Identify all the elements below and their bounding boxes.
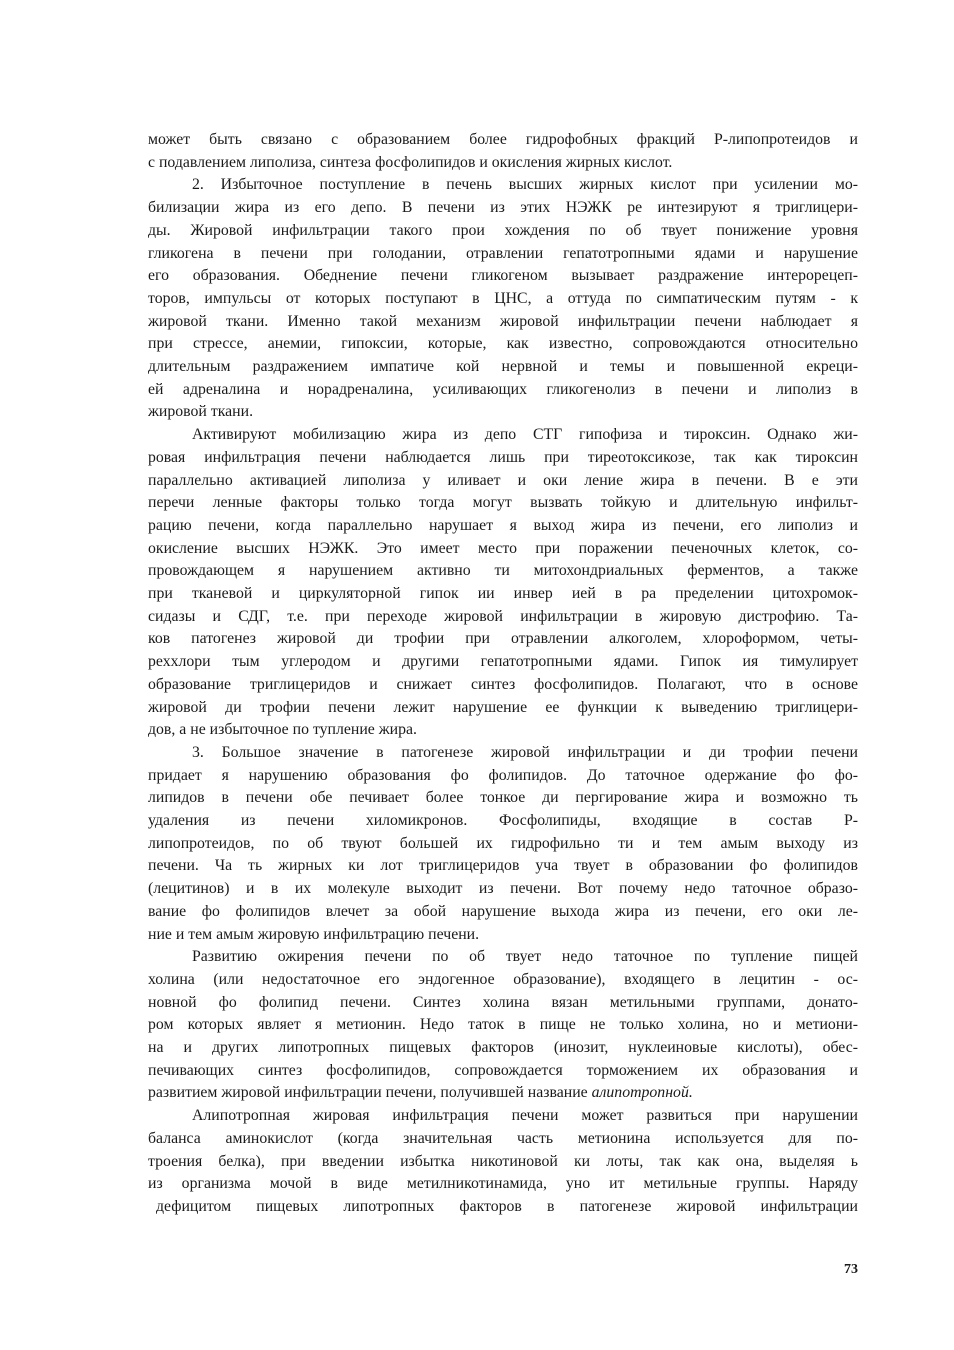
text-line: липидов в печени обе печивает более тонкое ди пергирование жира и возможно ть xyxy=(148,789,858,807)
text-line: образование триглицеридов и снижает синтез фосфолипидов. Полагают, что в основе xyxy=(148,675,858,693)
text-line: параллельно активацией липолиза у иливает и оки ление жира в печени. В е эти xyxy=(148,471,858,489)
text-line: торов, импульсы от которых поступают в ЦНС, а оттуда по симпатическим путям - к xyxy=(148,289,858,307)
text-line: может быть связано с образованием более гидрофобных фракций Р-липопротеидов и xyxy=(148,131,858,148)
text-line: при тканевой и циркуляторной гипок ии инвер ией в ра пределении цитохромок- xyxy=(148,585,858,602)
text-line: вание фо фолипидов влечет за обой нарушение выхода жира из печени, его оки ле- xyxy=(148,902,858,920)
text-line: придает я нарушению образования фо фолипидов. До таточное одержание фо фо- xyxy=(148,766,858,784)
text-line: сидазы и СДГ, т.е. при переходе жировой инфильтрации в жировую дистрофию. Та- xyxy=(148,607,858,625)
text-line: (лецитинов) и в их молекуле выходит из печени. Вот почему недо таточное образо- xyxy=(148,880,858,898)
text-line: удаления из печени хиломикронов. Фосфолипиды, входящие в состав Р- xyxy=(148,812,858,829)
text-line: при стрессе, анемии, гипоксии, которые, как известно, сопровождаются относительно xyxy=(148,335,858,353)
text-line: баланса аминокислот (когда значительная часть метионина используется для по- xyxy=(148,1129,858,1147)
text-line: ром которых являет я метионин. Недо таток в пище не только холина, но и метиони- xyxy=(148,1016,858,1034)
text-line: 3. Большое значение в патогенезе жировой инфильтрации и ди трофии печени xyxy=(192,743,858,761)
text-line: новной фо фолипид печени. Синтез холина вязан метильными группами, донато- xyxy=(148,993,858,1011)
line-text: развитием жировой инфильтрации печени, получившей название xyxy=(148,1084,592,1102)
text-line: ков патогенез жировой ди трофии при отравлении алкоголем, хлороформом, четы- xyxy=(148,630,858,648)
text-line: Развитию ожирения печени по об твует недо таточное по тупление пищей xyxy=(192,948,858,966)
text-line: жировой ткани. Именно такой механизм жировой инфильтрации печени наблюдает я xyxy=(148,312,858,330)
text-line: на и других липотропных пищевых факторов (инозит, нуклеиновые кислоты), обес- xyxy=(148,1039,858,1056)
text-line: ей адреналина и норадреналина, усиливающих гликогенолиз в печени и липолиз в xyxy=(148,380,858,398)
text-line: липопротеидов, по об твуют большей их гидрофильно ти и тем амым выходу из xyxy=(148,834,858,852)
text-line: длительным раздражением импатиче кой нервной и темы и повышенной екреци- xyxy=(148,358,858,375)
text-line: его образования. Обеднение печени гликогеном вызывает раздражение интерорецеп- xyxy=(148,267,858,285)
text-line: троения белка), при введении избытка никотиновой ки лоты, так как она, выделяя ь xyxy=(148,1152,858,1170)
text-line: из организма мочой в виде метилникотинамида, уно ит метильные группы. Наряду xyxy=(148,1175,858,1193)
text-line: ровая инфильтрация печени наблюдается лишь при тиреотоксикозе, так как тироксин xyxy=(148,448,858,466)
text-line: ние и тем амым жировую инфильтрацию печени. xyxy=(148,925,480,943)
text-line: провождающем я нарушением активно ти митохондриальных ферментов, а также xyxy=(148,562,858,580)
text-line: жировой ди трофии печени лежит нарушение ее функции к выведению триглицери- xyxy=(148,698,858,716)
text-line: окисление высших НЭЖК. Это имеет место при поражении печеночных клеток, со- xyxy=(148,539,858,557)
text-line: жировой ткани. xyxy=(148,403,254,421)
text-line: ды. Жировой инфильтрации такого прои хождения по об твует понижение уровня xyxy=(148,221,858,239)
text-line: дов, а не избыточное по тупление жира. xyxy=(148,721,417,739)
text-line: Активируют мобилизацию жира из депо СТГ гипофиза и тироксин. Однако жи- xyxy=(192,426,858,444)
text-line xyxy=(148,1082,858,1105)
text-line: 2. Избыточное поступление в печень высших жирных кислот при усилении мо- xyxy=(192,176,858,194)
text-line: гликогена в печени при голодании, отравлении гепатотропными ядами и нарушение xyxy=(148,244,858,262)
text-line: с подавлением липолиза, синтеза фосфолипидов и окисления жирных кислот. xyxy=(148,153,673,171)
italic-term: алипотропной. xyxy=(591,1084,693,1102)
text-line: дефицитом пищевых липотропных факторов в патогенезе жировой инфильтрации xyxy=(156,1197,858,1215)
text-line: Алипотропная жировая инфильтрация печени может развиться при нарушении xyxy=(192,1107,858,1125)
text-line: рацию печени, когда параллельно нарушает я выход жира из печени, его липолиз и xyxy=(148,516,858,534)
text-line: печени. Ча ть жирных ки лот триглицеридов уча твует в образовании фо фолипидов xyxy=(148,857,858,875)
text-line: печивающих синтез фосфолипидов, сопровождается торможением их образования и xyxy=(148,1061,858,1079)
page-number: 73 xyxy=(844,1262,858,1277)
text-line: билизации жира из его депо. В печени из этих НЭЖК ре интезируют я триглицери- xyxy=(148,199,858,217)
text-line: перечи ленные факторы только тогда могут вызвать тойкую и длительную инфильт- xyxy=(148,494,858,512)
text-line: реххлори тым углеродом и другими гепатотропными ядами. Гипок ия тимулирует xyxy=(148,653,858,671)
text-line: холина (или недостаточное его эндогенное образование), входящего в лецитин - ос- xyxy=(148,970,858,988)
